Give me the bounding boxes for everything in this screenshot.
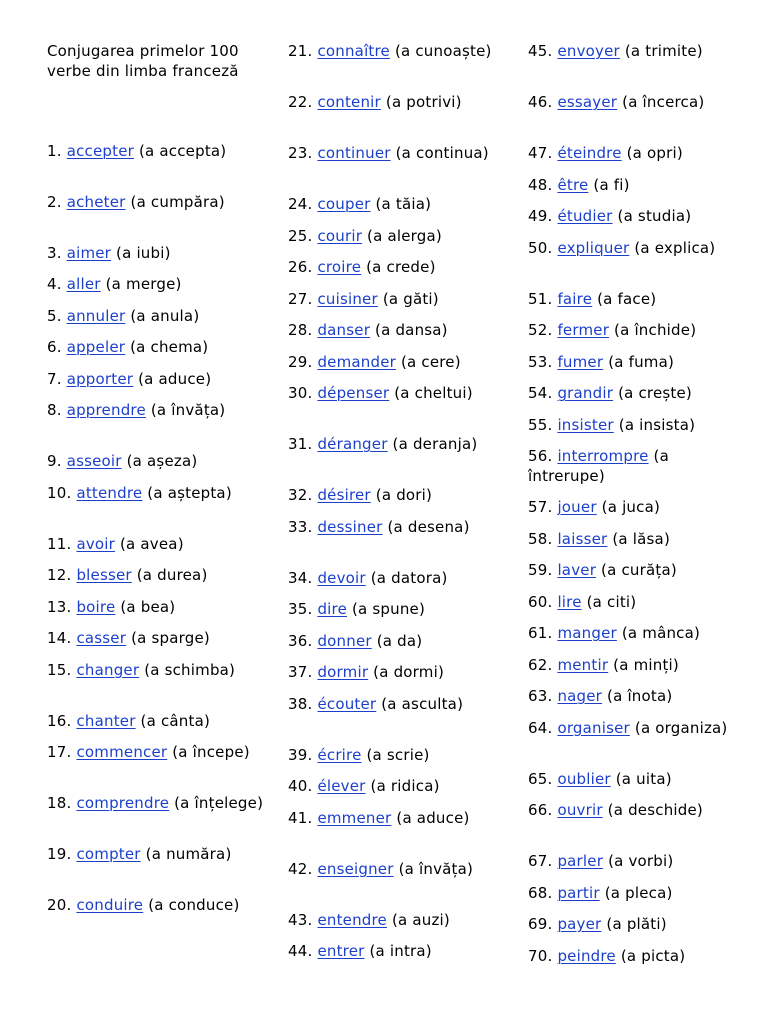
verb-link[interactable]: essayer xyxy=(557,93,618,111)
verb-entry xyxy=(288,809,508,848)
verb-translation: (a durea) xyxy=(136,566,208,584)
verb-entry xyxy=(528,321,748,341)
verb-entry xyxy=(47,370,267,390)
verb-link[interactable]: commencer xyxy=(76,743,168,761)
verb-link[interactable]: laisser xyxy=(557,529,608,548)
verb-link[interactable]: courir xyxy=(317,226,363,245)
entry-number: 12. xyxy=(47,566,72,584)
entry-number: 56. xyxy=(528,447,553,465)
verb-entry xyxy=(288,663,508,683)
entry-number: 48. xyxy=(528,175,553,194)
entry-number: 6. xyxy=(47,338,62,356)
verb-entry xyxy=(47,275,267,295)
verb-translation: (a desena) xyxy=(387,517,470,536)
entry-number: 62. xyxy=(528,655,553,674)
verb-translation: (a lăsa) xyxy=(612,529,670,548)
verb-translation: (a aduce) xyxy=(396,808,470,827)
verb-translation: (a cumpăra) xyxy=(130,192,225,211)
entry-number: 34. xyxy=(288,568,313,587)
verb-link[interactable]: fermer xyxy=(557,321,610,339)
verb-entry xyxy=(288,518,508,557)
verb-link[interactable]: oublier xyxy=(557,769,611,788)
entry-number: 64. xyxy=(528,718,553,737)
verb-entry xyxy=(288,600,508,620)
verb-entry xyxy=(47,244,267,264)
entry-number: 63. xyxy=(528,687,553,705)
verb-translation: (a auzi) xyxy=(391,910,450,929)
verb-translation: (a găti) xyxy=(382,289,439,308)
verb-link[interactable]: apporter xyxy=(66,369,134,388)
verb-entry xyxy=(288,93,508,132)
verb-translation: (a uita) xyxy=(615,769,672,788)
verb-entry xyxy=(288,632,508,652)
entry-number: 68. xyxy=(528,883,553,902)
verb-link[interactable]: blesser xyxy=(76,566,132,584)
verb-entry xyxy=(528,144,748,164)
verb-translation: (a începe) xyxy=(172,743,250,761)
verb-link[interactable]: éteindre xyxy=(557,144,622,162)
entry-number: 30. xyxy=(288,384,313,402)
verb-link[interactable]: déranger xyxy=(317,435,388,453)
verb-link[interactable]: dormir xyxy=(317,663,369,681)
verb-translation: (a scrie) xyxy=(366,745,430,764)
verb-translation: (a cunoaște) xyxy=(394,42,492,60)
verb-translation: (a aduce) xyxy=(138,369,212,388)
verb-translation: (a potrivi) xyxy=(385,93,462,111)
document-title: Conjugarea primelor 100 verbe din limba franceză xyxy=(47,42,239,80)
verb-link[interactable]: parler xyxy=(557,852,604,870)
entry-number: 59. xyxy=(528,561,553,579)
verb-translation: (a organiza) xyxy=(634,718,728,737)
entry-number: 18. xyxy=(47,794,72,812)
verb-entry xyxy=(288,227,508,247)
verb-link[interactable]: organiser xyxy=(557,718,630,737)
entry-number: 57. xyxy=(528,498,553,516)
verb-link[interactable]: élever xyxy=(317,777,366,795)
entry-number: 35. xyxy=(288,600,313,618)
verb-link[interactable]: nager xyxy=(557,687,603,705)
entry-number: 66. xyxy=(528,801,553,819)
verb-entry xyxy=(528,801,748,840)
verb-translation: (a explica) xyxy=(634,238,716,257)
entry-number: 39. xyxy=(288,745,313,764)
verb-link[interactable]: avoir xyxy=(76,534,116,553)
entry-number: 21. xyxy=(288,42,313,60)
verb-entry xyxy=(528,176,748,196)
verb-link[interactable]: continuer xyxy=(317,144,391,162)
verb-link[interactable]: mentir xyxy=(557,655,609,674)
verb-link[interactable]: entrer xyxy=(317,942,365,960)
entry-number: 2. xyxy=(47,192,62,211)
entry-number: 55. xyxy=(528,415,553,434)
verb-entry xyxy=(528,353,748,373)
entry-number: 36. xyxy=(288,631,313,650)
verb-translation: (a așeza) xyxy=(126,452,198,470)
verb-entry xyxy=(528,561,748,581)
verb-link[interactable]: chanter xyxy=(76,711,136,730)
verb-entry xyxy=(528,770,748,790)
verb-link[interactable]: asseoir xyxy=(66,452,122,470)
entry-number: 23. xyxy=(288,144,313,162)
entry-number: 60. xyxy=(528,592,553,611)
verb-translation: (a juca) xyxy=(601,498,661,516)
entry-number: 33. xyxy=(288,517,313,536)
verb-link[interactable]: apprendre xyxy=(66,401,146,419)
entry-number: 11. xyxy=(47,534,72,553)
verb-link[interactable]: compter xyxy=(76,845,141,863)
verb-translation: (a deranja) xyxy=(392,435,478,453)
verb-translation: (a înota) xyxy=(607,687,673,705)
verb-entry xyxy=(47,307,267,327)
entry-number: 58. xyxy=(528,529,553,548)
entry-number: 13. xyxy=(47,597,72,616)
verb-translation: (a mânca) xyxy=(621,624,701,642)
verb-translation: (a dormi) xyxy=(373,663,445,681)
verb-entry xyxy=(47,193,267,232)
verb-entry xyxy=(288,942,508,962)
verb-translation: (a merge) xyxy=(105,275,182,293)
entry-number: 16. xyxy=(47,711,72,730)
verb-entry xyxy=(528,416,748,436)
verb-entry xyxy=(47,598,267,618)
verb-link[interactable]: couper xyxy=(317,195,371,213)
verb-entry xyxy=(528,290,748,310)
verb-link[interactable]: envoyer xyxy=(557,42,620,60)
verb-translation: (a dori) xyxy=(375,486,433,504)
verb-translation: (a închide) xyxy=(614,321,697,339)
verb-translation: (a avea) xyxy=(120,534,184,553)
verb-link[interactable]: étudier xyxy=(557,207,613,225)
entry-number: 53. xyxy=(528,352,553,371)
verb-entry xyxy=(288,195,508,215)
entry-number: 37. xyxy=(288,663,313,681)
verb-translation: (a face) xyxy=(597,289,657,308)
verb-entry xyxy=(528,447,748,486)
verb-link[interactable]: interrompre xyxy=(557,447,649,465)
entry-number: 69. xyxy=(528,915,553,933)
entry-number: 50. xyxy=(528,238,553,257)
verb-link[interactable]: danser xyxy=(317,321,371,339)
verb-entry xyxy=(528,656,748,676)
entry-number: 44. xyxy=(288,942,313,960)
verb-translation: (a asculta) xyxy=(381,694,464,713)
verb-translation: (a opri) xyxy=(626,144,683,162)
verb-entry xyxy=(288,486,508,506)
verb-link[interactable]: emmener xyxy=(317,808,392,827)
verb-entry xyxy=(288,384,508,423)
verb-link[interactable]: partir xyxy=(557,883,600,902)
verb-entry xyxy=(47,338,267,358)
entry-number: 45. xyxy=(528,42,553,60)
verb-translation: (a deschide) xyxy=(607,801,703,819)
verb-translation: (a schimba) xyxy=(144,660,236,679)
verb-entry xyxy=(288,860,508,899)
entry-number: 22. xyxy=(288,93,313,111)
verb-link[interactable]: lire xyxy=(557,592,582,611)
verb-link[interactable]: croire xyxy=(317,258,362,276)
verb-link[interactable]: appeler xyxy=(66,338,126,356)
verb-translation: (a insista) xyxy=(618,415,696,434)
verb-translation: (a crește) xyxy=(618,384,692,402)
entry-number: 27. xyxy=(288,289,313,308)
entry-number: 67. xyxy=(528,852,553,870)
verb-link[interactable]: grandir xyxy=(557,384,614,402)
verb-entry xyxy=(528,498,748,518)
entry-number: 5. xyxy=(47,306,62,325)
verb-translation: (a intra) xyxy=(369,942,432,960)
entry-number: 49. xyxy=(528,207,553,225)
verb-entry xyxy=(528,624,748,644)
entry-number: 24. xyxy=(288,195,313,213)
verb-translation: (a sparge) xyxy=(131,629,210,647)
verb-link[interactable]: enseigner xyxy=(317,859,394,878)
verb-translation: (a picta) xyxy=(620,946,686,965)
verb-translation: (a datora) xyxy=(370,568,448,587)
entry-number: 17. xyxy=(47,743,72,761)
verb-translation: (a iubi) xyxy=(116,243,171,262)
verb-entry xyxy=(528,93,748,132)
verb-translation: (a continua) xyxy=(395,144,489,162)
entry-number: 7. xyxy=(47,369,62,388)
verb-entry xyxy=(288,321,508,341)
verb-entry xyxy=(528,915,748,935)
verb-entry xyxy=(288,353,508,373)
verb-entry xyxy=(47,896,267,935)
verb-entry xyxy=(528,593,748,613)
column-3 xyxy=(528,42,748,978)
verb-entry xyxy=(288,746,508,766)
verb-entry xyxy=(47,845,267,884)
verb-translation: (a minți) xyxy=(613,655,679,674)
verb-translation: (a cânta) xyxy=(140,711,211,730)
verb-link[interactable]: payer xyxy=(557,915,602,933)
verb-translation: (a fi) xyxy=(593,175,630,194)
verb-translation: (a încerca) xyxy=(622,93,705,111)
entry-number: 3. xyxy=(47,243,62,262)
verb-link[interactable]: manger xyxy=(557,624,617,642)
verb-entry xyxy=(528,719,748,758)
verb-entry xyxy=(288,695,508,734)
entry-number: 25. xyxy=(288,226,313,245)
verb-translation: (a cheltui) xyxy=(394,384,473,402)
verb-translation: (a chema) xyxy=(130,338,209,356)
entry-number: 54. xyxy=(528,384,553,402)
entry-number: 51. xyxy=(528,289,553,308)
column-2 xyxy=(288,42,508,974)
verb-entry xyxy=(528,530,748,550)
verb-entry xyxy=(47,535,267,555)
entry-number: 42. xyxy=(288,859,313,878)
verb-entry xyxy=(47,566,267,586)
verb-link[interactable]: écrire xyxy=(317,745,362,764)
verb-link[interactable]: aimer xyxy=(66,243,112,262)
verb-link[interactable]: écouter xyxy=(317,694,377,713)
verb-link[interactable]: désirer xyxy=(317,486,371,504)
verb-link[interactable]: aller xyxy=(66,275,101,293)
verb-translation: (a conduce) xyxy=(148,896,240,914)
entry-number: 41. xyxy=(288,808,313,827)
verb-translation: (a accepta) xyxy=(138,141,227,160)
verb-translation: (a da) xyxy=(376,631,423,650)
verb-translation: (a plăti) xyxy=(606,915,667,933)
entry-number: 9. xyxy=(47,452,62,470)
verb-translation: (a vorbi) xyxy=(608,852,674,870)
verb-translation: (a învăța) xyxy=(150,401,226,419)
verb-link[interactable]: devoir xyxy=(317,568,366,587)
verb-entry xyxy=(288,435,508,474)
verb-translation: (a anula) xyxy=(130,306,200,325)
column-1 xyxy=(47,42,267,947)
verb-entry xyxy=(528,852,748,872)
verb-entry xyxy=(288,290,508,310)
verb-translation: (a citi) xyxy=(586,592,637,611)
verb-entry xyxy=(47,743,267,782)
entry-number: 15. xyxy=(47,660,72,679)
verb-translation: (a tăia) xyxy=(375,195,432,213)
verb-entry xyxy=(528,687,748,707)
verb-translation: (a bea) xyxy=(120,597,176,616)
verb-link[interactable]: entendre xyxy=(317,910,387,929)
verb-link[interactable]: insister xyxy=(557,415,614,434)
verb-entry xyxy=(288,777,508,797)
verb-translation: (a trimite) xyxy=(624,42,703,60)
verb-translation: (a număra) xyxy=(145,845,232,863)
verb-entry xyxy=(47,712,267,732)
verb-entry xyxy=(528,947,748,967)
entry-number: 4. xyxy=(47,275,62,293)
verb-link[interactable]: donner xyxy=(317,631,372,650)
verb-link[interactable]: attendre xyxy=(76,483,143,502)
verb-entry xyxy=(288,42,508,81)
entry-number: 46. xyxy=(528,93,553,111)
verb-entry xyxy=(47,794,267,833)
entry-number: 32. xyxy=(288,486,313,504)
entry-number: 28. xyxy=(288,321,313,339)
verb-entry xyxy=(47,401,267,440)
verb-link[interactable]: fumer xyxy=(557,352,604,371)
verb-entry xyxy=(47,452,267,472)
entry-number: 19. xyxy=(47,845,72,863)
entry-number: 61. xyxy=(528,624,553,642)
verb-entry xyxy=(47,629,267,649)
entry-number: 70. xyxy=(528,946,553,965)
verb-link[interactable]: changer xyxy=(76,660,140,679)
verb-link[interactable]: acheter xyxy=(66,192,126,211)
verb-entry xyxy=(288,569,508,589)
verb-translation: (a studia) xyxy=(617,207,692,225)
verb-entry xyxy=(47,142,267,181)
entry-number: 40. xyxy=(288,777,313,795)
verb-entry xyxy=(47,661,267,700)
verb-link[interactable]: contenir xyxy=(317,93,381,111)
entry-number: 52. xyxy=(528,321,553,339)
verb-link[interactable]: jouer xyxy=(557,498,597,516)
verb-translation: (a ridica) xyxy=(370,777,440,795)
verb-entry xyxy=(288,911,508,931)
verb-link[interactable]: expliquer xyxy=(557,238,630,257)
verb-entry xyxy=(528,207,748,227)
verb-translation: (a spune) xyxy=(351,600,426,618)
verb-entry xyxy=(528,239,748,278)
verb-entry xyxy=(528,42,748,81)
verb-link[interactable]: être xyxy=(557,175,589,194)
verb-translation: (a învăța) xyxy=(398,859,474,878)
verb-link[interactable]: laver xyxy=(557,561,597,579)
entry-number: 31. xyxy=(288,435,313,453)
verb-link[interactable]: dépenser xyxy=(317,384,390,402)
verb-entry xyxy=(47,484,267,523)
entry-number: 20. xyxy=(47,896,72,914)
verb-link[interactable]: connaître xyxy=(317,42,390,60)
verb-link[interactable]: dire xyxy=(317,600,347,618)
entry-number: 1. xyxy=(47,141,62,160)
verb-translation: (a cere) xyxy=(400,352,461,371)
verb-link[interactable]: faire xyxy=(557,289,593,308)
verb-translation: (a pleca) xyxy=(604,883,673,902)
verb-link[interactable]: peindre xyxy=(557,946,616,965)
verb-link[interactable]: dessiner xyxy=(317,517,383,536)
verb-translation: (a înțelege) xyxy=(174,794,264,812)
verb-link[interactable]: boire xyxy=(76,597,116,616)
verb-entry xyxy=(528,384,748,404)
entry-number: 65. xyxy=(528,769,553,788)
verb-link[interactable]: ouvrir xyxy=(557,801,603,819)
entry-number: 10. xyxy=(47,483,72,502)
verb-link[interactable]: casser xyxy=(76,629,127,647)
entry-number: 26. xyxy=(288,258,313,276)
verb-translation: (a crede) xyxy=(366,258,436,276)
entry-number: 8. xyxy=(47,401,62,419)
verb-link[interactable]: accepter xyxy=(66,141,135,160)
entry-number: 43. xyxy=(288,910,313,929)
entry-number: 38. xyxy=(288,694,313,713)
verb-translation: (a curăța) xyxy=(601,561,677,579)
verb-entry xyxy=(288,144,508,183)
verb-entry xyxy=(288,258,508,278)
verb-translation: (a aștepta) xyxy=(147,483,232,502)
entry-number: 47. xyxy=(528,144,553,162)
verb-link[interactable]: cuisiner xyxy=(317,289,378,308)
verb-translation: (a alerga) xyxy=(367,226,442,245)
entry-number: 14. xyxy=(47,629,72,647)
verb-link[interactable]: demander xyxy=(317,352,397,371)
verb-translation: (a dansa) xyxy=(375,321,448,339)
verb-link[interactable]: annuler xyxy=(66,306,126,325)
verb-translation: (a întrerupe) xyxy=(528,447,669,485)
verb-link[interactable]: comprendre xyxy=(76,794,170,812)
verb-link[interactable]: conduire xyxy=(76,896,144,914)
verb-translation: (a fuma) xyxy=(608,352,675,371)
verb-entry xyxy=(528,884,748,904)
entry-number: 29. xyxy=(288,352,313,371)
